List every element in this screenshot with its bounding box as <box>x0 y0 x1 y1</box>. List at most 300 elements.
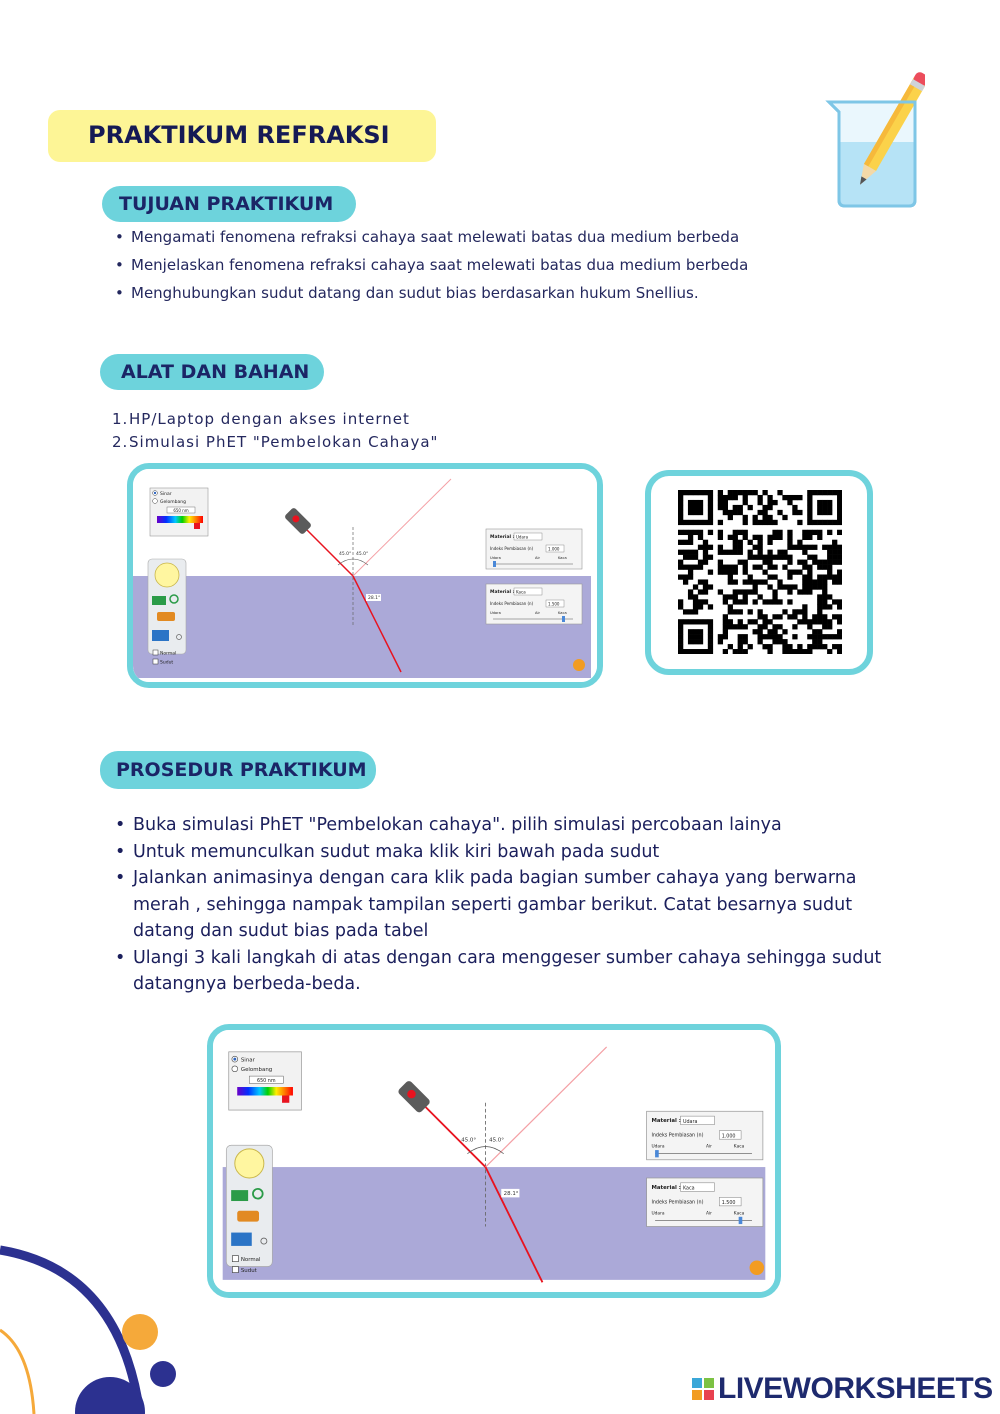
qr-module <box>832 644 837 649</box>
qr-module <box>767 634 772 639</box>
index-slider[interactable] <box>655 1150 659 1157</box>
qr-module <box>728 565 733 570</box>
qr-module <box>708 649 713 654</box>
qr-module <box>832 614 837 619</box>
qr-module <box>733 545 738 550</box>
qr-module <box>703 619 708 624</box>
qr-module <box>693 604 698 609</box>
simulation-screenshot-small <box>127 463 603 688</box>
qr-module <box>698 535 703 540</box>
qr-module <box>822 520 827 525</box>
qr-module <box>688 510 693 515</box>
qr-module <box>802 574 807 579</box>
qr-module <box>698 520 703 525</box>
list-item: • Menjelaskan fenomena refraksi cahaya saat melewati batas dua medium berbeda <box>113 254 748 282</box>
qr-module <box>703 584 708 589</box>
qr-module <box>678 644 683 649</box>
qr-module <box>693 490 698 495</box>
list-item: • Ulangi 3 kali langkah di atas dengan cara menggeser sumber cahaya sehingga sudut datangnya berbeda-beda. <box>113 945 893 998</box>
qr-module <box>748 644 753 649</box>
qr-module <box>787 614 792 619</box>
qr-module <box>678 495 683 500</box>
qr-module <box>758 540 763 545</box>
qr-module <box>777 535 782 540</box>
qr-module <box>678 599 683 604</box>
qr-module <box>723 594 728 599</box>
qr-module <box>758 510 763 515</box>
qr-module <box>837 550 842 555</box>
speed-tool-icon[interactable] <box>152 630 169 641</box>
qr-module <box>728 495 733 500</box>
qr-module <box>743 490 748 495</box>
qr-module <box>678 520 683 525</box>
qr-module <box>733 579 738 584</box>
qr-module <box>797 495 802 500</box>
qr-module <box>802 609 807 614</box>
qr-module <box>688 619 693 624</box>
qr-module <box>822 644 827 649</box>
qr-module <box>777 490 782 495</box>
qr-module <box>807 490 812 495</box>
qr-module <box>827 530 832 535</box>
qr-module <box>837 515 842 520</box>
qr-module <box>812 560 817 565</box>
qr-module <box>688 634 693 639</box>
qr-module <box>822 584 827 589</box>
qr-module <box>698 560 703 565</box>
qr-module <box>753 545 758 550</box>
qr-module <box>822 619 827 624</box>
qr-module <box>733 599 738 604</box>
qr-module <box>832 579 837 584</box>
qr-module <box>782 629 787 634</box>
qr-module <box>738 599 743 604</box>
qr-module <box>728 604 733 609</box>
qr-module <box>758 634 763 639</box>
qr-module <box>733 649 738 654</box>
wavelength-value: 650 nm <box>173 508 189 513</box>
qr-module <box>708 495 713 500</box>
protractor-icon[interactable] <box>155 563 179 587</box>
qr-module <box>728 570 733 575</box>
qr-module <box>708 500 713 505</box>
qr-module <box>782 565 787 570</box>
qr-module <box>738 639 743 644</box>
qr-module <box>743 520 748 525</box>
qr-module <box>698 629 703 634</box>
checkbox-angle[interactable] <box>153 659 158 664</box>
qr-module <box>738 545 743 550</box>
qr-module <box>753 584 758 589</box>
qr-module <box>703 490 708 495</box>
qr-module <box>807 500 812 505</box>
qr-module <box>817 584 822 589</box>
qr-module <box>807 545 812 550</box>
qr-module <box>787 530 792 535</box>
qr-module <box>797 649 802 654</box>
qr-module <box>738 634 743 639</box>
tools-list <box>112 409 438 455</box>
qr-module <box>708 570 713 575</box>
qr-module <box>767 500 772 505</box>
qr-module <box>753 579 758 584</box>
qr-module <box>827 649 832 654</box>
qr-module <box>738 540 743 545</box>
material-value: Kaca <box>682 1186 695 1192</box>
qr-module <box>827 565 832 570</box>
qr-module <box>708 490 713 495</box>
qr-module <box>728 619 733 624</box>
qr-module <box>837 629 842 634</box>
scale-label: Air <box>535 556 540 560</box>
mode-wave-label: Gelombang <box>240 1067 273 1074</box>
qr-module <box>822 490 827 495</box>
index-slider[interactable] <box>739 1217 743 1224</box>
qr-module <box>762 579 767 584</box>
qr-module <box>698 510 703 515</box>
qr-module <box>787 495 792 500</box>
page-title: PRAKTIKUM REFRAKSI <box>88 121 390 149</box>
qr-module <box>817 490 822 495</box>
qr-module <box>678 515 683 520</box>
qr-module <box>683 490 688 495</box>
qr-module <box>777 510 782 515</box>
qr-module <box>723 624 728 629</box>
qr-module <box>748 505 753 510</box>
qr-module <box>703 545 708 550</box>
qr-module <box>782 609 787 614</box>
wavelength-value: 650 nm <box>257 1079 276 1085</box>
qr-module <box>777 584 782 589</box>
qr-module <box>822 565 827 570</box>
qr-module <box>703 589 708 594</box>
qr-module <box>792 584 797 589</box>
qr-module <box>767 644 772 649</box>
qr-module <box>688 565 693 570</box>
checkbox-normal[interactable] <box>232 1256 238 1262</box>
qr-module <box>837 505 842 510</box>
qr-module <box>762 599 767 604</box>
qr-module <box>837 579 842 584</box>
qr-module <box>708 510 713 515</box>
qr-module <box>762 520 767 525</box>
qr-module <box>837 574 842 579</box>
qr-module <box>718 565 723 570</box>
qr-module <box>792 545 797 550</box>
qr-module <box>797 570 802 575</box>
qr-module <box>812 530 817 535</box>
angle-refracted: 28.1° <box>368 596 381 601</box>
qr-module <box>688 574 693 579</box>
qr-module <box>787 649 792 654</box>
qr-module <box>703 540 708 545</box>
qr-module <box>733 495 738 500</box>
qr-module <box>802 565 807 570</box>
qr-module <box>678 574 683 579</box>
qr-module <box>837 614 842 619</box>
qr-module <box>837 649 842 654</box>
qr-module <box>733 505 738 510</box>
qr-module <box>678 624 683 629</box>
qr-module <box>708 634 713 639</box>
qr-module <box>762 614 767 619</box>
qr-module <box>837 500 842 505</box>
qr-module <box>758 579 763 584</box>
qr-module <box>678 565 683 570</box>
index-value: 1.000 <box>721 1134 736 1140</box>
qr-module <box>718 639 723 644</box>
qr-module <box>753 629 758 634</box>
qr-module <box>723 500 728 505</box>
normal-line-tool-icon[interactable] <box>237 1211 259 1222</box>
qr-module <box>728 609 733 614</box>
intensity-meter-icon[interactable] <box>152 596 166 605</box>
qr-module <box>738 619 743 624</box>
qr-module <box>762 490 767 495</box>
qr-module <box>688 505 693 510</box>
qr-module <box>782 495 787 500</box>
qr-module <box>748 609 753 614</box>
index-slider[interactable] <box>493 561 496 567</box>
qr-module <box>678 490 683 495</box>
scale-label: Air <box>705 1144 712 1150</box>
index-value: 1.500 <box>548 601 560 607</box>
qr-module <box>762 619 767 624</box>
qr-module <box>837 570 842 575</box>
qr-module <box>812 629 817 634</box>
simulation-screenshot-large <box>207 1024 781 1298</box>
qr-module <box>807 649 812 654</box>
qr-module <box>802 604 807 609</box>
qr-module <box>797 619 802 624</box>
index-value: 1.500 <box>721 1201 736 1207</box>
qr-module <box>753 520 758 525</box>
qr-module <box>758 639 763 644</box>
qr-module <box>698 565 703 570</box>
qr-module <box>787 545 792 550</box>
qr-module <box>683 649 688 654</box>
scale-label: Udara <box>651 1144 665 1150</box>
qr-module <box>832 520 837 525</box>
qr-module <box>738 589 743 594</box>
qr-module <box>678 510 683 515</box>
qr-module <box>802 614 807 619</box>
qr-module <box>683 609 688 614</box>
qr-module <box>837 490 842 495</box>
qr-module <box>718 560 723 565</box>
angle-incident-left: 45.0° <box>339 552 352 557</box>
material-label: Material : <box>490 535 515 540</box>
qr-module <box>817 560 822 565</box>
liveworksheets-logo-icon <box>692 1378 714 1400</box>
qr-module <box>807 619 812 624</box>
qr-module <box>767 515 772 520</box>
qr-module <box>688 594 693 599</box>
qr-module <box>743 560 748 565</box>
qr-module <box>693 619 698 624</box>
reset-icon[interactable] <box>573 659 585 671</box>
qr-module <box>827 555 832 560</box>
qr-module <box>792 505 797 510</box>
qr-module <box>782 644 787 649</box>
qr-module <box>728 515 733 520</box>
qr-module <box>822 545 827 550</box>
qr-module <box>787 500 792 505</box>
qr-module <box>698 604 703 609</box>
qr-module <box>827 604 832 609</box>
list-number: 1. <box>112 410 129 428</box>
list-number: 2. <box>112 433 129 451</box>
qr-code[interactable] <box>678 490 842 654</box>
procedure-list <box>113 812 893 998</box>
qr-module <box>827 520 832 525</box>
qr-module <box>743 570 748 575</box>
list-item: • Jalankan animasinya dengan cara klik pada bagian sumber cahaya yang berwarna merah , sehingga nampak tampilan seperti gambar berikut. Catat besarnya sudut datang dan sudut bias pada tabel <box>113 865 893 945</box>
qr-module <box>772 594 777 599</box>
beaker-pencil-icon <box>825 68 925 210</box>
qr-module <box>753 599 758 604</box>
qr-module <box>708 515 713 520</box>
qr-module <box>812 644 817 649</box>
mode-wave-label: Gelombang <box>160 500 186 505</box>
qr-module <box>723 614 728 619</box>
qr-module <box>678 540 683 545</box>
qr-module <box>753 490 758 495</box>
qr-module <box>678 649 683 654</box>
qr-module <box>807 644 812 649</box>
qr-module <box>708 545 713 550</box>
qr-module <box>733 535 738 540</box>
qr-module <box>782 550 787 555</box>
qr-module <box>703 520 708 525</box>
qr-module <box>837 604 842 609</box>
qr-module <box>748 589 753 594</box>
qr-module <box>817 510 822 515</box>
qr-module <box>797 644 802 649</box>
qr-module <box>817 639 822 644</box>
qr-module <box>787 570 792 575</box>
qr-module <box>802 589 807 594</box>
qr-module <box>822 634 827 639</box>
qr-module <box>772 599 777 604</box>
qr-module <box>797 540 802 545</box>
qr-module <box>767 540 772 545</box>
qr-module <box>767 584 772 589</box>
qr-module <box>748 540 753 545</box>
qr-module <box>827 619 832 624</box>
index-slider[interactable] <box>562 616 565 622</box>
qr-module <box>777 634 782 639</box>
qr-module <box>718 495 723 500</box>
list-item: • Buka simulasi PhET "Pembelokan cahaya". pilih simulasi percobaan lainya <box>113 812 893 839</box>
qr-module <box>792 634 797 639</box>
qr-module <box>693 530 698 535</box>
qr-module <box>787 535 792 540</box>
qr-module <box>733 550 738 555</box>
qr-module <box>738 609 743 614</box>
qr-module <box>762 505 767 510</box>
protractor-icon[interactable] <box>235 1149 264 1178</box>
qr-module <box>678 639 683 644</box>
qr-module <box>792 649 797 654</box>
qr-module <box>758 609 763 614</box>
qr-module <box>797 520 802 525</box>
qr-module <box>733 490 738 495</box>
qr-module <box>817 594 822 599</box>
qr-module <box>718 505 723 510</box>
qr-module <box>762 570 767 575</box>
qr-module <box>728 550 733 555</box>
qr-module <box>827 624 832 629</box>
qr-module <box>767 574 772 579</box>
index-label: Indeks Pembiasan (n) <box>651 1200 704 1206</box>
material-value: Udara <box>516 534 529 540</box>
checkbox-normal[interactable] <box>153 650 158 655</box>
qr-module <box>767 555 772 560</box>
qr-module <box>703 649 708 654</box>
intensity-meter-icon[interactable] <box>231 1190 248 1201</box>
qr-module <box>837 545 842 550</box>
qr-module <box>787 574 792 579</box>
qr-module <box>738 505 743 510</box>
qr-module <box>807 574 812 579</box>
qr-module <box>728 644 733 649</box>
qr-module <box>743 599 748 604</box>
qr-module <box>738 530 743 535</box>
qr-module <box>802 649 807 654</box>
qr-module <box>698 619 703 624</box>
list-item <box>112 432 438 455</box>
qr-module <box>738 624 743 629</box>
qr-module <box>792 570 797 575</box>
qr-module <box>753 619 758 624</box>
qr-module <box>777 530 782 535</box>
qr-module <box>718 490 723 495</box>
checkbox-normal-label: Normal <box>160 651 177 657</box>
qr-module <box>693 594 698 599</box>
qr-module <box>802 530 807 535</box>
qr-module <box>772 500 777 505</box>
speed-tool-icon[interactable] <box>231 1233 252 1246</box>
qr-module <box>743 579 748 584</box>
qr-module <box>728 535 733 540</box>
normal-line-tool-icon[interactable] <box>157 612 175 621</box>
qr-module <box>817 505 822 510</box>
qr-module <box>777 599 782 604</box>
qr-module <box>753 589 758 594</box>
qr-module <box>723 649 728 654</box>
qr-module <box>698 530 703 535</box>
qr-module <box>772 555 777 560</box>
brand-name[interactable]: LIVEWORKSHEETS <box>718 1372 993 1405</box>
qr-module <box>762 555 767 560</box>
checkbox-angle[interactable] <box>232 1267 238 1273</box>
qr-module <box>748 619 753 624</box>
qr-module <box>827 574 832 579</box>
qr-module <box>837 510 842 515</box>
qr-module <box>693 599 698 604</box>
qr-module <box>777 639 782 644</box>
qr-module <box>767 565 772 570</box>
list-text: Simulasi PhET "Pembelokan Cahaya" <box>129 433 439 451</box>
qr-module <box>753 565 758 570</box>
angle-refracted: 28.1° <box>503 1190 519 1197</box>
qr-module <box>728 594 733 599</box>
reset-icon[interactable] <box>750 1260 765 1275</box>
qr-module <box>762 515 767 520</box>
qr-module <box>772 535 777 540</box>
qr-module <box>688 629 693 634</box>
